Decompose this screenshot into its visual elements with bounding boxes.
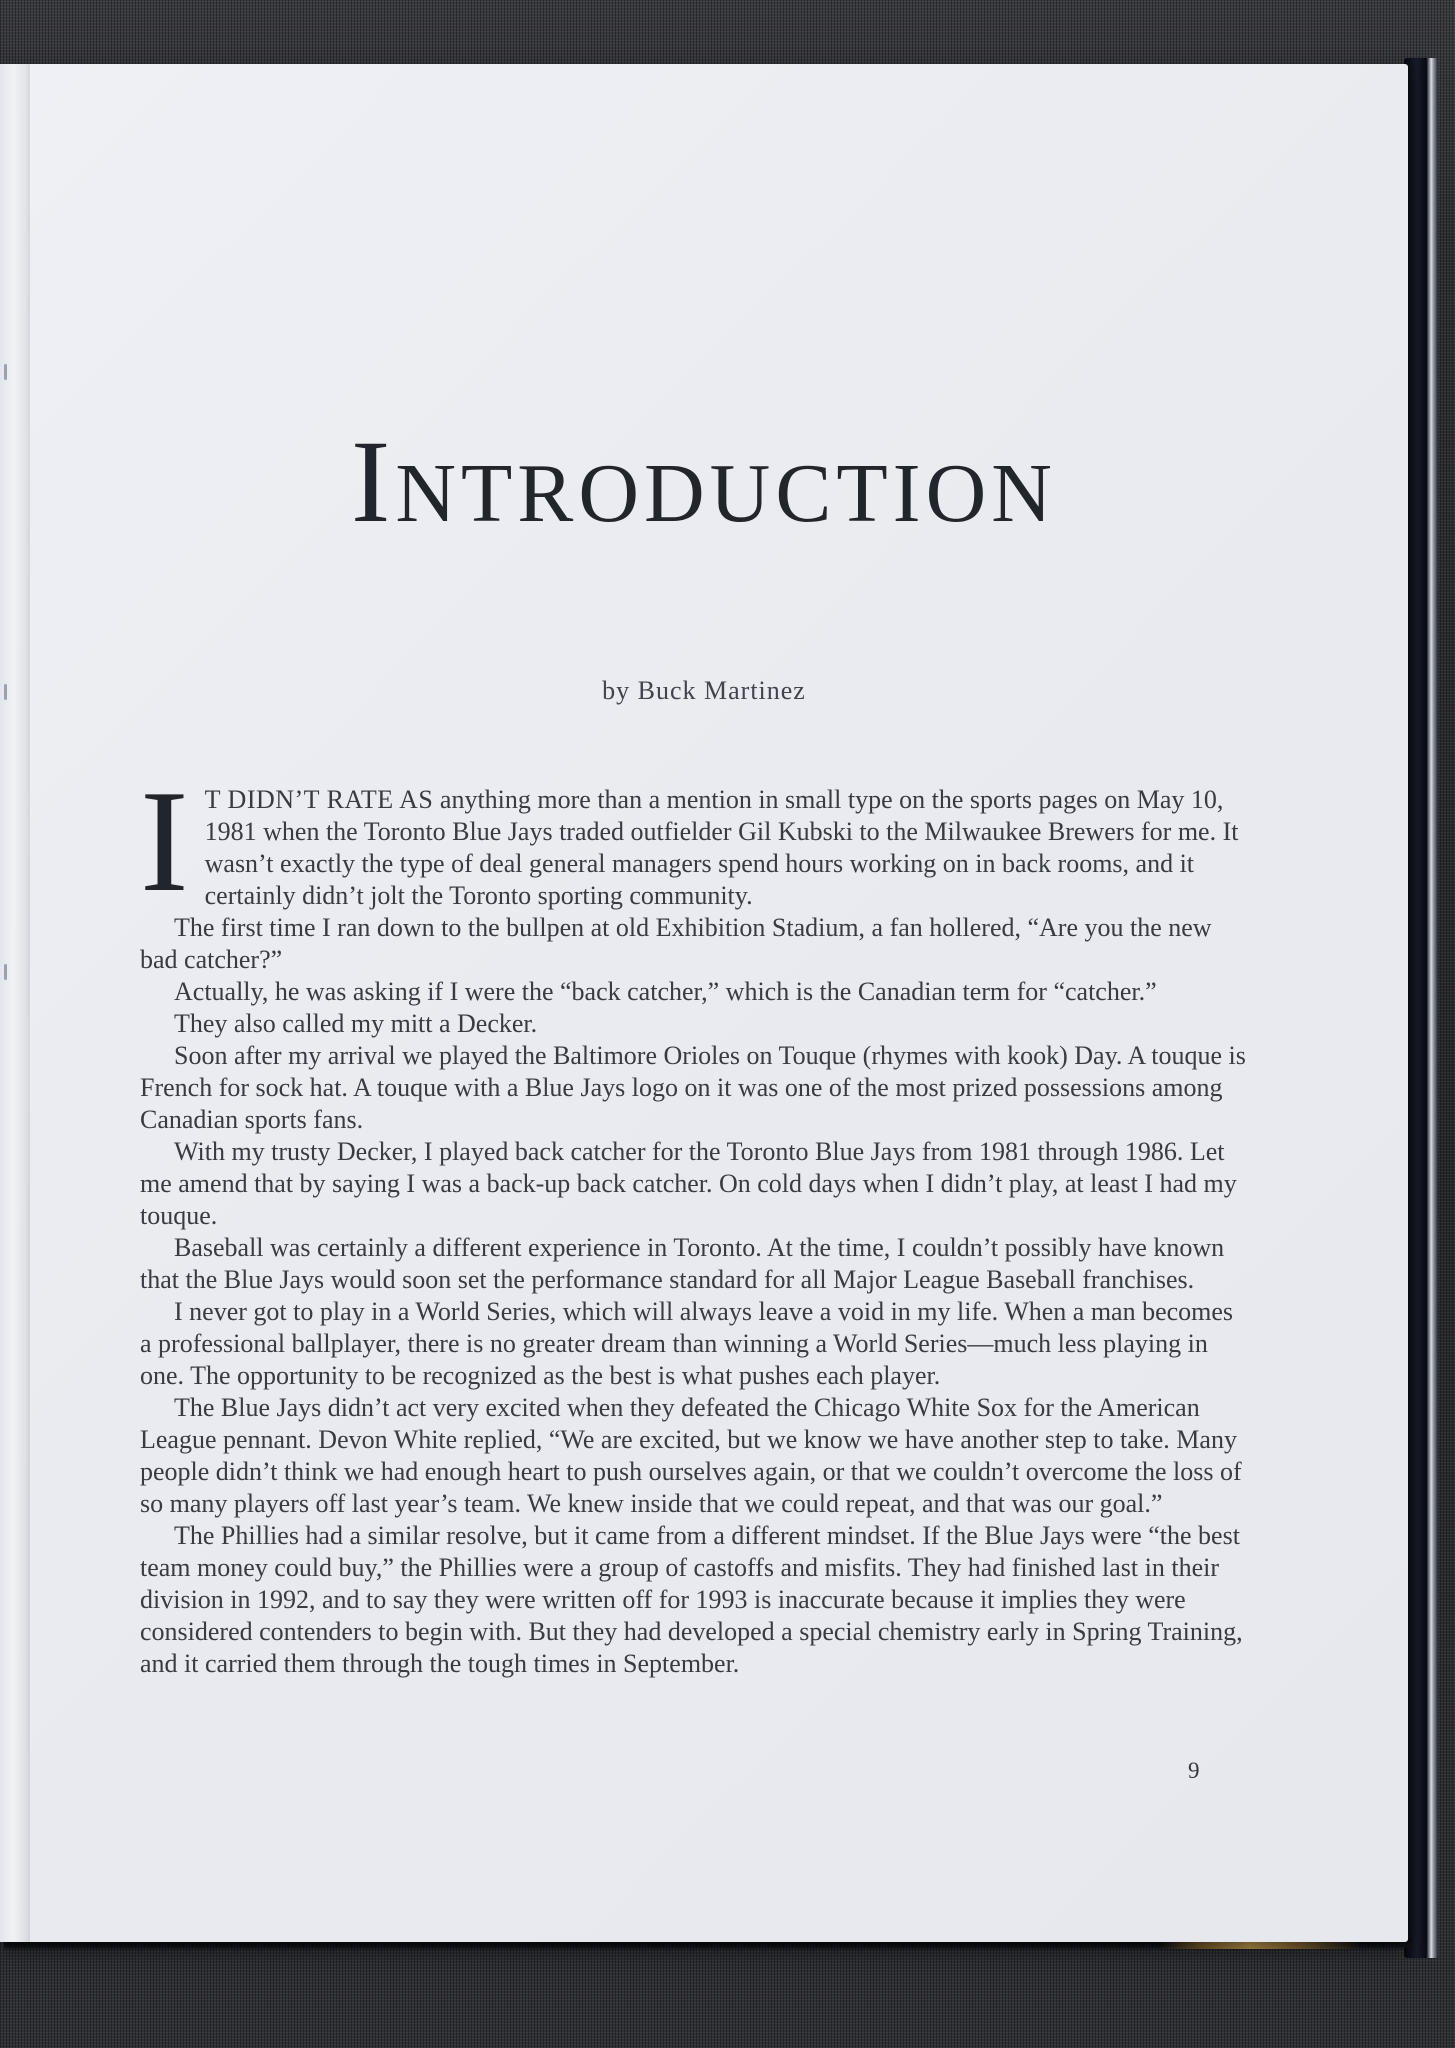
binding-stitch [4,964,7,980]
title-initial-cap: I [351,416,396,547]
paragraph: The first time I ran down to the bullpen at old Exhibition Stadium, a fan hollered, “Are you the new bad catcher?” [140,913,1212,974]
byline: by Buck Martinez [602,676,806,705]
title-rest: NTRODUCTION [395,447,1057,540]
paragraph: With my trusty Decker, I played back catcher for the Toronto Blue Jays from 1981 through 1986. Let me amend that by saying I was a back-up back catcher. On cold days when I didn’t play, at least I had my touque. [140,1137,1237,1230]
opening-paragraph [140,760,1250,922]
drop-cap: I [140,760,189,922]
chapter-title [0,414,1408,550]
paragraph: Soon after my arrival we played the Baltimore Orioles on Touque (rhymes with kook) Day. A touque is French for sock hat. A touque with a Blue Jays logo on it was one of the most prized possessions among Canadian sports fans. [140,1041,1246,1134]
page-number: 9 [1188,1758,1200,1783]
paragraph: I never got to play in a World Series, which will always leave a void in my life. When a man becomes a professional ballplayer, there is no greater dream than winning a World Series—much less playing in one. The opportunity to be recognized as the best is what pushes each player. [140,1297,1234,1390]
paragraph: The Phillies had a similar resolve, but it came from a different mindset. If the Blue Jays were “the best team money could buy,” the Phillies were a group of castoffs and misfits. They had finished last in their division in 1992, and to say they were written off for 1993 is inaccurate because it implies they were considered contenders to begin with. But they had developed a special chemistry early in Spring Training, and it carried them through the tough times in September. [140,1521,1243,1678]
body-text [140,760,1250,1680]
book-page [0,64,1408,1942]
lead-in-small-caps: T DIDN’T RATE AS [204,785,434,814]
book-cover-fore-edge [1404,58,1438,1958]
paragraph: Actually, he was asking if I were the “back catcher,” which is the Canadian term for “catcher.” [174,977,1157,1006]
paragraph: The Blue Jays didn’t act very excited when they defeated the Chicago White Sox for the American League pennant. Devon White replied, “We are excited, but we know we have another step to take. Many people didn’t think we had enough heart to push ourselves again, or that we couldn’t overcome the loss of so many players off last year’s team. We knew inside that we could repeat, and that was our goal.” [140,1393,1242,1518]
binding-edge [0,64,30,1942]
paragraph: Baseball was certainly a different experience in Toronto. At the time, I couldn’t possibly have known that the Blue Jays would soon set the performance standard for all Major League Baseball franchises. [140,1233,1225,1294]
paragraph: They also called my mitt a Decker. [174,1009,538,1038]
binding-stitch [4,364,7,380]
opening-text: anything more than a mention in small type on the sports pages on May 10, 1981 when the Toronto Blue Jays traded outfielder Gil Kubski to the Milwaukee Brewers for me. It wasn’t exactly the type of deal general managers spend hours working on in back rooms, and it certainly didn’t jolt the Toronto sporting community. [204,785,1239,910]
